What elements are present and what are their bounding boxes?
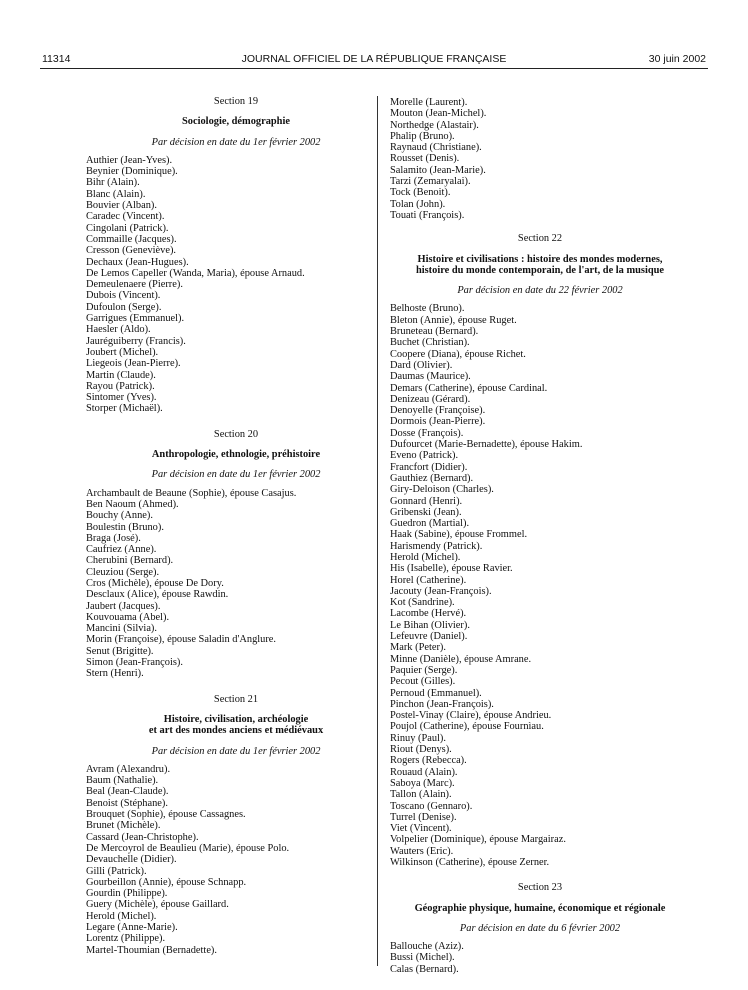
name-entry: Simon (Jean-François). bbox=[86, 657, 183, 669]
name-entry: Rogers (Rebecca). bbox=[390, 755, 467, 767]
header-rule bbox=[40, 68, 708, 69]
name-entry: Ballouche (Aziz). bbox=[390, 941, 464, 953]
name-entry: Dechaux (Jean-Hugues). bbox=[86, 256, 189, 268]
name-entry: Senut (Brigitte). bbox=[86, 645, 154, 657]
name-entry: Coopere (Diana), épouse Richet. bbox=[390, 348, 526, 360]
name-entry: Commaille (Jacques). bbox=[86, 233, 177, 245]
name-entry: Paquier (Serge). bbox=[390, 664, 458, 676]
name-entry: Mouton (Jean-Michel). bbox=[390, 108, 487, 120]
name-entry: Harismendy (Patrick). bbox=[390, 540, 483, 552]
name-entry: Raynaud (Christiane). bbox=[390, 142, 482, 154]
name-entry: Devauchelle (Didier). bbox=[86, 854, 177, 866]
name-entry: Kot (Sandrine). bbox=[390, 597, 455, 609]
name-entry: Lefeuvre (Daniel). bbox=[390, 631, 468, 643]
journal-title: JOURNAL OFFICIEL DE LA RÉPUBLIQUE FRANÇAISE bbox=[241, 53, 507, 65]
name-entry: Bouchy (Anne). bbox=[86, 510, 153, 522]
name-entry: Tolan (John). bbox=[390, 198, 446, 210]
name-entry: Dufourcet (Marie-Bernadette), épouse Hakim. bbox=[390, 439, 583, 451]
name-entry: Tallon (Alain). bbox=[390, 789, 452, 801]
name-entry: Boulestin (Bruno). bbox=[86, 521, 164, 533]
name-entry: Turrel (Denise). bbox=[390, 811, 457, 823]
section-subtitle: Géographie physique, humaine, économique et régionale bbox=[414, 902, 666, 914]
name-entry: Rousset (Denis). bbox=[390, 153, 460, 165]
name-entry: Stern (Henri). bbox=[86, 668, 144, 680]
name-entry: Denizeau (Gérard). bbox=[390, 393, 471, 405]
name-entry: Viet (Vincent). bbox=[390, 823, 452, 835]
name-entry: Gourdin (Philippe). bbox=[86, 888, 168, 900]
name-entry: Pernoud (Emmanuel). bbox=[390, 687, 482, 699]
name-entry: Riout (Denys). bbox=[390, 744, 452, 756]
decision-date: Par décision en date du 1er février 2002 bbox=[151, 136, 321, 148]
name-entry: Guedron (Martial). bbox=[390, 518, 470, 530]
name-entry: Minne (Danièle), épouse Amrane. bbox=[390, 653, 532, 665]
name-entry: His (Isabelle), épouse Ravier. bbox=[390, 563, 513, 575]
name-entry: Martin (Claude). bbox=[86, 369, 156, 381]
name-entry: Desclaux (Alice), épouse Rawdin. bbox=[86, 589, 229, 601]
name-entry: Cherubini (Bernard). bbox=[86, 555, 174, 567]
name-entry: Cros (Michèle), épouse De Dory. bbox=[86, 577, 224, 589]
name-entry: Ben Naoum (Ahmed). bbox=[86, 498, 179, 510]
name-list bbox=[390, 303, 690, 868]
name-entry: Postel-Vinay (Claire), épouse Andrieu. bbox=[390, 710, 552, 722]
name-entry: Haesler (Aldo). bbox=[86, 324, 151, 336]
name-entry: Mark (Peter). bbox=[390, 642, 446, 654]
issue-date: 30 juin 2002 bbox=[648, 53, 706, 65]
name-entry: Wauters (Eric). bbox=[390, 845, 454, 857]
name-entry: Dard (Olivier). bbox=[390, 359, 453, 371]
name-entry: Gonnard (Henri). bbox=[390, 495, 463, 507]
name-entry: Denoyelle (Françoise). bbox=[390, 405, 486, 417]
name-entry: Jaubert (Jacques). bbox=[86, 600, 161, 612]
name-entry: Demars (Catherine), épouse Cardinal. bbox=[390, 382, 548, 394]
section-title: Section 23 bbox=[517, 882, 563, 894]
name-entry: Storper (Michaël). bbox=[86, 403, 163, 415]
name-entry: Tock (Benoit). bbox=[390, 187, 451, 199]
name-entry: Lacombe (Hervé). bbox=[390, 608, 467, 620]
section-title: Section 22 bbox=[517, 233, 563, 245]
name-entry: Bihr (Alain). bbox=[86, 177, 140, 189]
name-entry: Caufriez (Anne). bbox=[86, 544, 157, 556]
section-22 bbox=[390, 233, 690, 868]
name-entry: Dufoulon (Serge). bbox=[86, 301, 162, 313]
name-entry: Joubert (Michel). bbox=[86, 346, 159, 358]
name-entry: Guery (Michèle), épouse Gaillard. bbox=[86, 899, 229, 911]
name-entry: Dormois (Jean-Pierre). bbox=[390, 416, 486, 428]
section-subtitle: Sociologie, démographie bbox=[182, 116, 290, 128]
name-entry: Braga (José). bbox=[86, 532, 141, 544]
name-entry: Horel (Catherine). bbox=[390, 574, 467, 586]
name-entry: De Lemos Capeller (Wanda, Maria), épouse Arnaud. bbox=[86, 267, 305, 279]
name-entry: Blanc (Alain). bbox=[86, 188, 146, 200]
name-entry: Lorentz (Philippe). bbox=[86, 933, 166, 945]
name-entry: Cleuziou (Serge). bbox=[86, 566, 160, 578]
name-entry: Touati (François). bbox=[390, 209, 465, 221]
decision-date: Par décision en date du 22 février 2002 bbox=[457, 285, 623, 297]
section-title: Section 21 bbox=[213, 693, 259, 705]
section-subtitle-line: et art des mondes anciens et médiévaux bbox=[148, 725, 324, 737]
name-entry: Bouvier (Alban). bbox=[86, 200, 157, 212]
name-entry: Demeulenaere (Pierre). bbox=[86, 279, 183, 291]
section-23 bbox=[390, 882, 690, 975]
section-subtitle bbox=[86, 714, 386, 737]
name-entry: Buchet (Christian). bbox=[390, 337, 470, 349]
name-entry: Poujol (Catherine), épouse Fournìau. bbox=[390, 721, 544, 733]
page-header bbox=[40, 40, 708, 69]
decision-date: Par décision en date du 6 février 2002 bbox=[459, 922, 621, 934]
name-entry: Haak (Sabine), épouse Frommel. bbox=[390, 529, 528, 541]
name-entry: Sintomer (Yves). bbox=[86, 392, 157, 404]
name-entry: Dosse (François). bbox=[390, 427, 464, 439]
name-entry: Bussi (Michel). bbox=[390, 952, 455, 964]
name-entry: Authier (Jean-Yves). bbox=[86, 154, 173, 166]
name-entry: Herold (Michel). bbox=[390, 551, 461, 563]
name-list bbox=[86, 764, 386, 956]
name-list bbox=[390, 941, 690, 975]
name-entry: Pecout (Gilles). bbox=[390, 676, 456, 688]
page-number: 11314 bbox=[42, 53, 71, 65]
section-subtitle-line: Histoire, civilisation, archéologie bbox=[163, 713, 309, 725]
name-entry: Toscano (Gennaro). bbox=[390, 800, 473, 812]
name-entry: Eveno (Patrick). bbox=[390, 450, 459, 462]
name-list bbox=[86, 488, 386, 680]
name-entry: Le Bihan (Olivier). bbox=[390, 619, 470, 631]
name-entry: Beal (Jean-Claude). bbox=[86, 786, 169, 798]
name-entry: Wilkinson (Catherine), épouse Zerner. bbox=[390, 857, 550, 868]
name-entry: Belhoste (Bruno). bbox=[390, 303, 465, 315]
name-entry: Gilli (Patrick). bbox=[86, 865, 147, 877]
name-entry: Morelle (Laurent). bbox=[390, 97, 468, 108]
left-column bbox=[86, 96, 386, 956]
right-column bbox=[390, 97, 690, 975]
name-entry: Morin (Françoise), épouse Saladin d'Anglure. bbox=[86, 634, 277, 646]
name-entry: Rouaud (Alain). bbox=[390, 766, 458, 778]
name-entry: Benoist (Stéphane). bbox=[86, 797, 168, 809]
name-entry: Baum (Nathalie). bbox=[86, 775, 159, 787]
name-entry: Brouquet (Sophie), épouse Cassagnes. bbox=[86, 809, 246, 821]
section-subtitle-line: histoire du monde contemporain, de l'art, de la musique bbox=[415, 264, 665, 276]
name-entry: Garrigues (Emmanuel). bbox=[86, 313, 185, 325]
name-entry: Calas (Bernard). bbox=[390, 963, 459, 975]
name-entry: De Mercoyrol de Beaulieu (Marie), épouse Polo. bbox=[86, 842, 290, 854]
decision-date: Par décision en date du 1er février 2002 bbox=[151, 469, 321, 481]
name-entry: Legare (Anne-Marie). bbox=[86, 922, 178, 933]
name-entry: Volpelier (Dominique), épouse Margairaz. bbox=[390, 834, 566, 846]
section-subtitle bbox=[390, 254, 690, 277]
name-entry: Liegeois (Jean-Pierre). bbox=[86, 358, 181, 370]
name-entry: Jacouty (Jean-François). bbox=[390, 585, 492, 597]
section-subtitle: Anthropologie, ethnologie, préhistoire bbox=[151, 449, 321, 461]
name-entry: Avram (Alexandru). bbox=[86, 763, 171, 775]
name-entry: Gourbeillon (Annie), épouse Schnapp. bbox=[86, 876, 247, 888]
name-list bbox=[86, 155, 386, 415]
name-entry: Kouvouama (Abel). bbox=[86, 611, 170, 623]
name-entry: Giry-Deloison (Charles). bbox=[390, 484, 494, 496]
name-entry: Francfort (Didier). bbox=[390, 461, 468, 473]
decision-date: Par décision en date du 1er février 2002 bbox=[151, 745, 321, 757]
section-title: Section 19 bbox=[213, 96, 259, 107]
section-subtitle-line: Histoire et civilisations : histoire des mondes modernes, bbox=[417, 253, 663, 265]
name-entry: Phalip (Bruno). bbox=[390, 130, 455, 142]
name-entry: Salamito (Jean-Marie). bbox=[390, 164, 486, 176]
name-entry: Tarzi (Zemaryalai). bbox=[390, 176, 471, 188]
name-entry: Northedge (Alastair). bbox=[390, 119, 479, 131]
name-entry: Caradec (Vincent). bbox=[86, 211, 165, 223]
section-19 bbox=[86, 96, 386, 415]
name-entry: Rinuy (Paul). bbox=[390, 732, 446, 744]
name-entry: Cingolani (Patrick). bbox=[86, 222, 169, 234]
name-entry: Bleton (Annie), épouse Ruget. bbox=[390, 314, 517, 326]
name-entry: Archambault de Beaune (Sophie), épouse Casajus. bbox=[86, 487, 297, 499]
name-entry: Cresson (Geneviève). bbox=[86, 245, 177, 257]
section-title: Section 20 bbox=[213, 428, 259, 440]
name-entry: Daumas (Maurice). bbox=[390, 371, 471, 383]
section-20 bbox=[86, 429, 386, 680]
name-entry: Cassard (Jean-Christophe). bbox=[86, 831, 199, 843]
name-entry: Gauthiez (Bernard). bbox=[390, 472, 474, 484]
name-entry: Brunet (Michèle). bbox=[86, 820, 161, 832]
name-entry: Martel-Thoumian (Bernadette). bbox=[86, 944, 217, 956]
continued-name-list bbox=[390, 97, 690, 221]
name-entry: Rayou (Patrick). bbox=[86, 380, 155, 392]
name-entry: Herold (Michel). bbox=[86, 910, 157, 922]
name-entry: Beynier (Dominique). bbox=[86, 166, 178, 178]
name-entry: Gribenski (Jean). bbox=[390, 506, 462, 518]
name-entry: Saboya (Marc). bbox=[390, 777, 455, 789]
name-entry: Mancini (Silvia). bbox=[86, 623, 157, 635]
section-21 bbox=[86, 694, 386, 956]
name-entry: Bruneteau (Bernard). bbox=[390, 326, 479, 338]
name-entry: Pinchon (Jean-François). bbox=[390, 698, 494, 710]
name-entry: Jauréguiberry (Francis). bbox=[86, 335, 186, 347]
name-entry: Dubois (Vincent). bbox=[86, 290, 161, 302]
